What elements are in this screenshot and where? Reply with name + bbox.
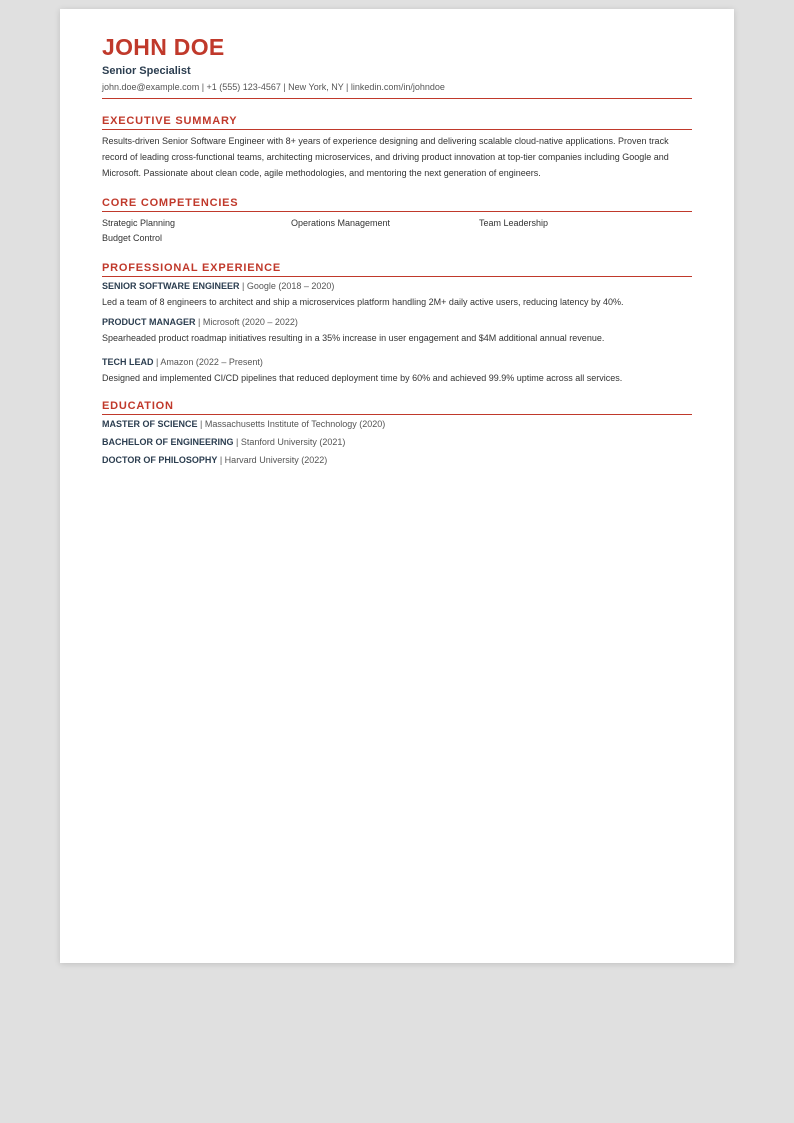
candidate-title: Senior Specialist [102, 65, 191, 77]
section-heading-competencies: CORE COMPETENCIES [102, 196, 692, 212]
job-role: SENIOR SOFTWARE ENGINEER [102, 281, 240, 291]
job-description: Spearheaded product roadmap initiatives resulting in a 35% increase in user engagement and $4M additional annual revenue. [102, 333, 605, 343]
resume-page [60, 9, 734, 963]
job-role: TECH LEAD [102, 357, 154, 367]
core-competencies-section [102, 196, 692, 246]
candidate-name: JOHN DOE [102, 34, 225, 60]
job-header [102, 280, 692, 292]
competencies-grid [102, 216, 692, 246]
competency-item: Operations Management [291, 218, 391, 228]
job-description: Led a team of 8 engineers to architect and ship a microservices platform handling 2M+ daily active users, reducing latency by 40%. [102, 297, 624, 307]
job-entry [102, 316, 692, 344]
section-heading-education: EDUCATION [102, 399, 692, 415]
school-year: | Harvard University (2022) [217, 455, 328, 465]
job-description: Designed and implemented CI/CD pipelines that reduced deployment time by 60% and achieved 99.9% uptime across all services. [102, 373, 623, 383]
job-entry [102, 356, 692, 384]
job-entry [102, 280, 692, 308]
degree-name: MASTER OF SCIENCE [102, 419, 198, 429]
job-header [102, 316, 692, 328]
degree-name: DOCTOR OF PHILOSOPHY [102, 455, 218, 465]
education-entry [102, 454, 692, 466]
degree-name: BACHELOR OF ENGINEERING [102, 437, 234, 447]
education-section [102, 399, 692, 466]
section-heading-summary: EXECUTIVE SUMMARY [102, 114, 692, 130]
competency-item: Strategic Planning [102, 218, 176, 228]
competency-item: Budget Control [102, 233, 163, 243]
school-year: | Stanford University (2021) [233, 437, 346, 447]
professional-experience-section [102, 261, 692, 384]
summary-text: Results-driven Senior Software Engineer with 8+ years of experience designing and delivering scalable cloud-native applications. Proven track record of leading cross-functional teams, architecting microservices, and driving product innovation at top-tier companies including Google and Microsoft. Passionate about clean code, agile methodologies, and mentoring the next generation of engineers. [102, 136, 669, 178]
education-entry [102, 418, 692, 430]
job-company-dates: | Microsoft (2020 – 2022) [195, 317, 298, 327]
competency-item: Team Leadership [479, 218, 549, 228]
section-heading-experience: PROFESSIONAL EXPERIENCE [102, 261, 692, 277]
job-role: PRODUCT MANAGER [102, 317, 196, 327]
job-company-dates: | Google (2018 – 2020) [239, 281, 335, 291]
job-header [102, 356, 692, 368]
education-entry [102, 436, 692, 448]
executive-summary-section [102, 114, 692, 181]
job-company-dates: | Amazon (2022 – Present) [153, 357, 263, 367]
contact-line: john.doe@example.com | +1 (555) 123-4567 | New York, NY | linkedin.com/in/johndoe [102, 81, 692, 99]
resume-header [102, 33, 692, 99]
school-year: | Massachusetts Institute of Technology (2020) [197, 419, 386, 429]
